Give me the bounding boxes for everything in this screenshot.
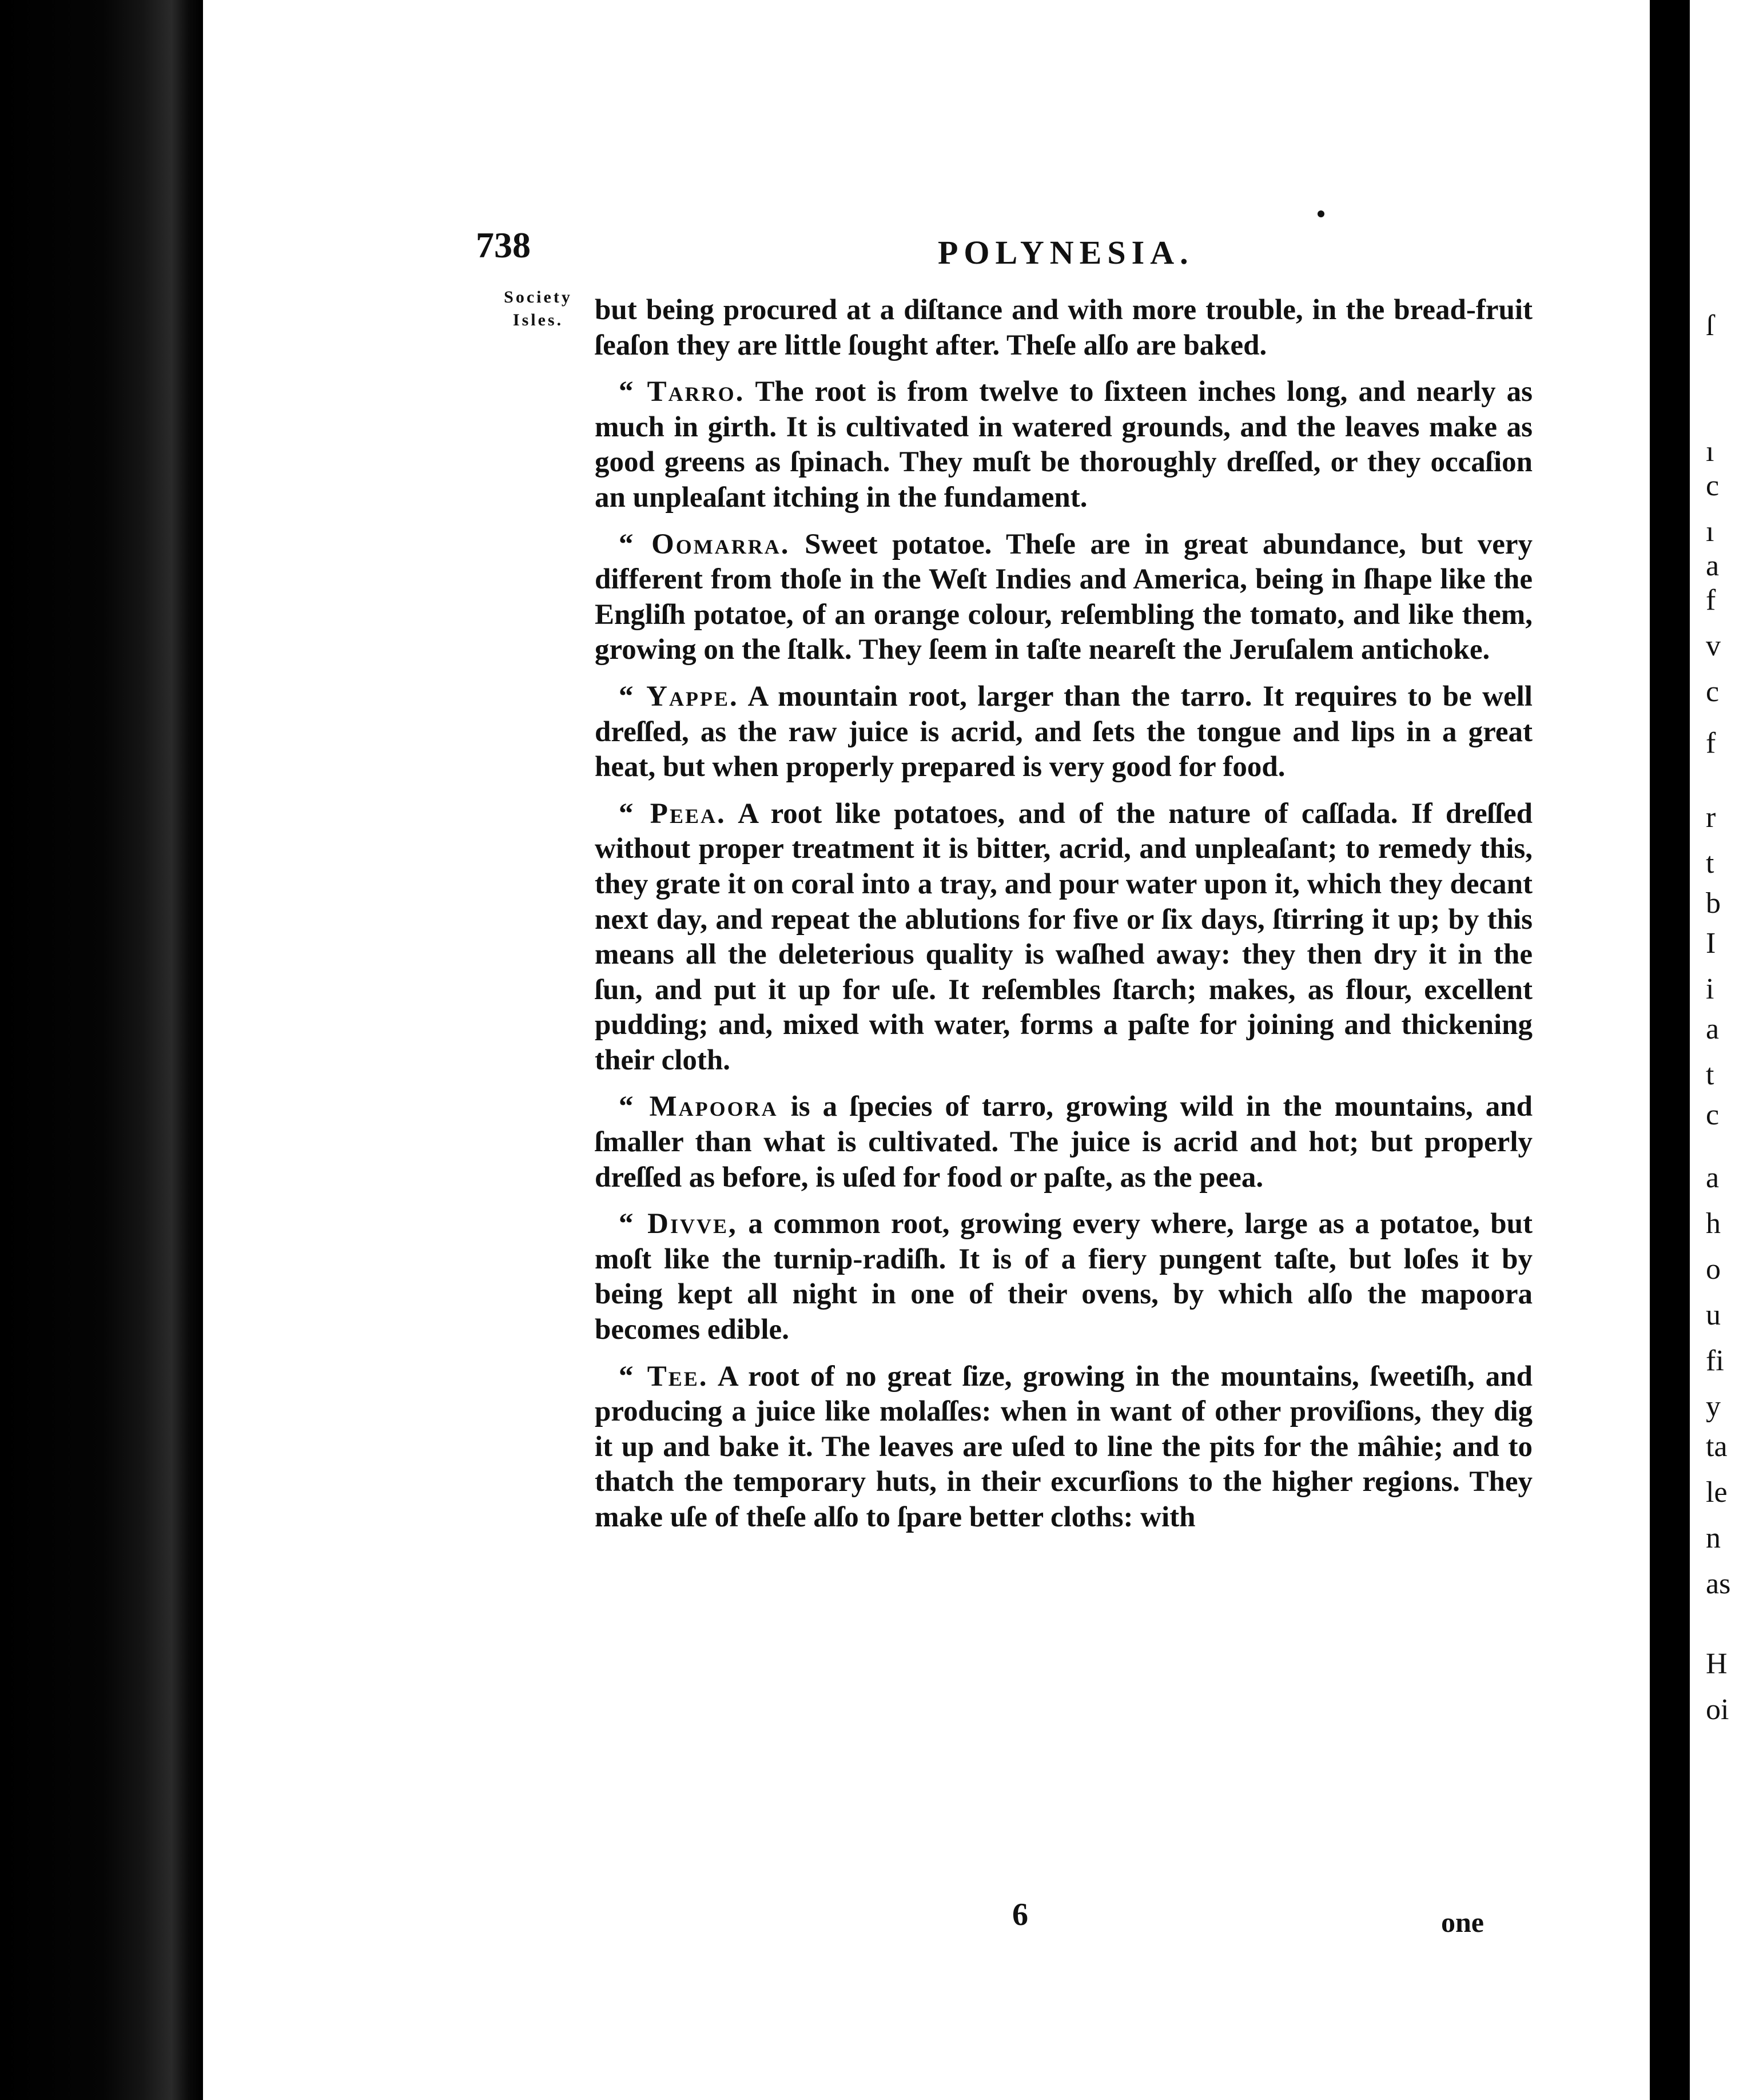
paragraph-text: is a ſpecies of tarro, growing wild in the mountains, and ſmaller than what is cultivated. The juice is acrid and hot; but properly dreſſed as before, is uſed for food or paſte, as the peea.	[595, 1091, 1533, 1194]
facing-page-fragment: v	[1706, 630, 1721, 662]
paragraph-text: A mountain root, larger than the tarro. It requires to be well dreſſed, as the raw juice is acrid, and ſets the tongue and lips in a great heat, but when properly prepared is very good for food.	[595, 680, 1533, 783]
facing-page-fragment: h	[1706, 1207, 1721, 1240]
facing-page-fragment: ı	[1706, 515, 1714, 548]
facing-page-fragment: c	[1706, 470, 1720, 502]
entry-term: “ Peea.	[619, 797, 726, 830]
paragraph	[595, 527, 1533, 668]
paragraph	[595, 1359, 1533, 1536]
facing-page-fragment: fi	[1706, 1345, 1724, 1377]
paragraph	[595, 1089, 1533, 1195]
facing-page-fragment: ı	[1706, 435, 1714, 468]
ink-speck	[1318, 210, 1324, 217]
body-text	[595, 293, 1533, 1547]
page-number: 738	[476, 225, 531, 265]
facing-page-fragment: f	[1706, 727, 1716, 759]
facing-page-fragment: I	[1706, 927, 1716, 960]
facing-page-edge	[1690, 0, 1751, 2100]
paragraph	[595, 375, 1533, 515]
facing-page-fragment: H	[1706, 1648, 1728, 1680]
facing-page-fragment: o	[1706, 1253, 1721, 1286]
facing-page-fragment: u	[1706, 1299, 1721, 1331]
entry-term: “ Oomarra.	[619, 528, 790, 560]
book-gutter	[1650, 0, 1690, 2100]
facing-page-fragment: b	[1706, 887, 1721, 920]
entry-term: “ Mapoora	[619, 1091, 778, 1123]
facing-page-fragment: ta	[1706, 1430, 1728, 1463]
facing-page-fragment: t	[1706, 847, 1714, 880]
facing-page-fragment: t	[1706, 1059, 1714, 1091]
paragraph-text: Sweet potatoe. Theſe are in great abundance, but very different from thoſe in the Weſt Indies and America, being in ſhape like the Engliſh potatoe, of an orange colour, reſembling the tomato, and like them, growing on the ſtalk. They ſeem in taſte neareſt the Jeruſalem antichoke.	[595, 528, 1533, 666]
entry-term: “ Divve,	[619, 1208, 738, 1240]
facing-page-fragment: c	[1706, 1099, 1720, 1131]
paragraph	[595, 293, 1533, 363]
entry-term: “ Yappe.	[619, 680, 739, 713]
facing-page-fragment: i	[1706, 973, 1714, 1005]
paragraph	[595, 797, 1533, 1079]
paragraph	[595, 1207, 1533, 1347]
paragraph-text: The root is from twelve to ſixteen inches long, and nearly as much in girth. It is cultivated in watered grounds, and the leaves make as good greens as ſpinach. They muſt be thoroughly dreſſed, or they occaſion an unpleaſant itching in the fundament.	[595, 376, 1533, 514]
facing-page-fragment: r	[1706, 801, 1716, 834]
facing-page-fragment: a	[1706, 550, 1720, 582]
entry-term: “ Tee.	[619, 1360, 709, 1393]
paragraph-text: a common root, growing every where, large as a potatoe, but moſt like the turnip-radiſh. It is of a fiery pungent taſte, but loſes it by being kept all night in one of their ovens, by which alſo the mapoora becomes edible.	[595, 1208, 1533, 1346]
facing-page-fragment: y	[1706, 1390, 1721, 1423]
facing-page-fragment: as	[1706, 1568, 1731, 1600]
paragraph	[595, 679, 1533, 785]
running-head: POLYNESIA.	[938, 234, 1194, 271]
paragraph-text: but being procured at a diſtance and with more trouble, in the bread-fruit ſeaſon they are little ſought after. Theſe alſo are baked.	[595, 294, 1533, 361]
facing-page-fragment: f	[1706, 584, 1716, 617]
facing-page-fragment: oi	[1706, 1693, 1729, 1726]
margin-note	[490, 286, 587, 332]
facing-page-fragment: ſ	[1706, 309, 1714, 342]
facing-page-fragment: a	[1706, 1013, 1720, 1045]
margin-note-line: Isles.	[512, 311, 564, 329]
facing-page-fragment: le	[1706, 1476, 1728, 1509]
entry-term: “ Tarro.	[619, 376, 745, 408]
paragraph-text: A root like potatoes, and of the nature of caſſada. If dreſſed without proper treatment it is bitter, acrid, and unpleaſant; to remedy this, they grate it on coral into a tray, and pour water upon it, which they decant next day, and repeat the ablutions for five or ſix days, ſtirring it up; by this means all the deleterious quality is waſhed away: they then dry it in the ſun, and put it up for uſe. It reſembles ſtarch; makes, as flour, excellent pudding; and, mixed with water, forms a paſte for joining and thickening their cloth.	[595, 797, 1533, 1076]
book-spine-shadow	[0, 0, 203, 2100]
catchword: one	[1441, 1906, 1484, 1938]
facing-page-fragment: a	[1706, 1162, 1720, 1194]
paragraph-text: A root of no great ſize, growing in the mountains, ſweetiſh, and producing a juice like molaſſes: when in want of other proviſions, they dig it up and bake it. The leaves are uſed to line the pits for the mâhie; and to thatch the temporary huts, in their excurſions to the higher regions. They make uſe of theſe alſo to ſpare better cloths: with	[595, 1360, 1533, 1533]
facing-page-fragment: n	[1706, 1522, 1721, 1554]
facing-page-fragment: c	[1706, 675, 1720, 708]
signature-mark: 6	[1012, 1897, 1028, 1932]
margin-note-line: Society	[504, 288, 572, 307]
